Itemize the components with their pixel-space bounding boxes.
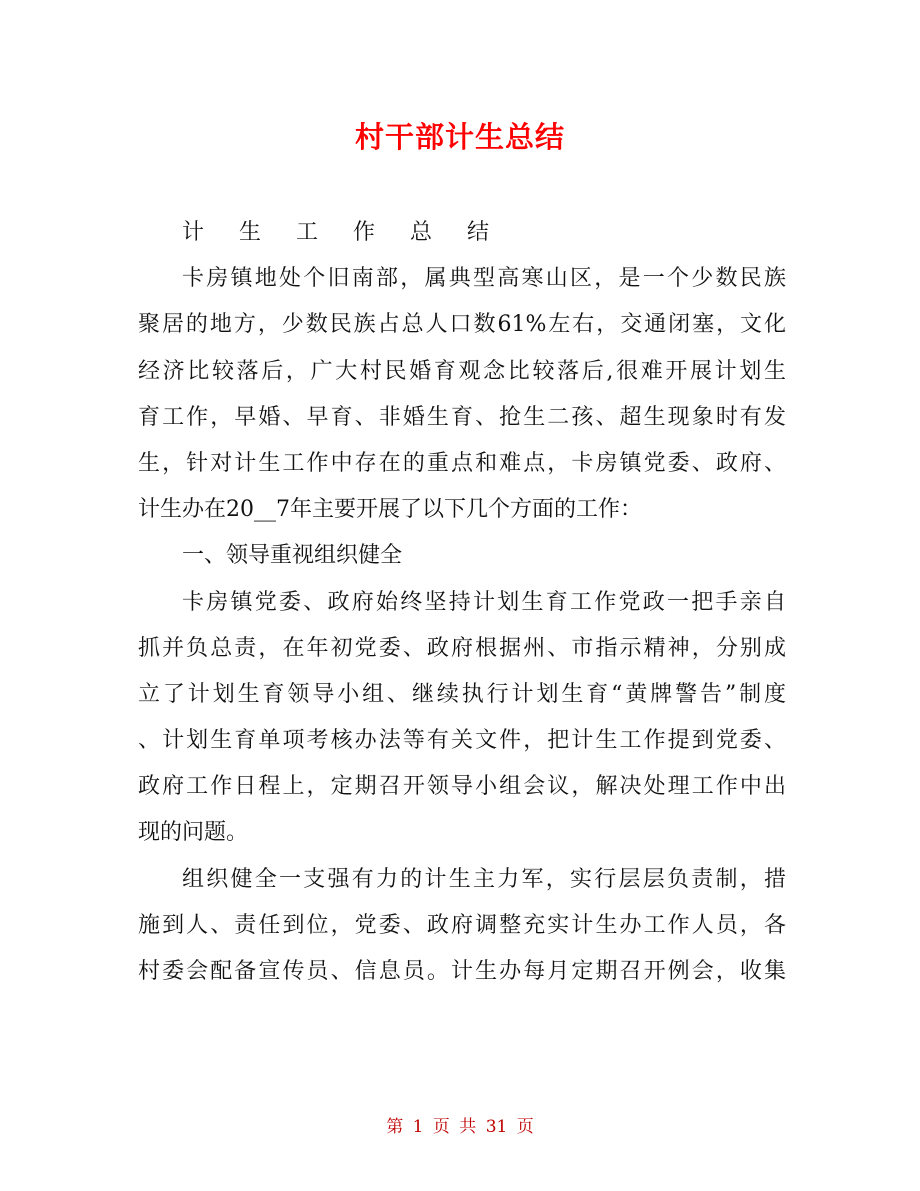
- page-number-footer: 第 1 页 共 31 页: [386, 1117, 534, 1137]
- paragraph-2: [138, 533, 786, 579]
- paragraph-line: 立了计划生育领导小组、继续执行计划生育“黄牌警告”制度: [138, 681, 786, 707]
- paragraph-line: 育工作，早婚、早育、非婚生育、抢生二孩、超生现象时有发: [138, 404, 786, 430]
- subheading-line: 一、领导重视组织健全: [182, 543, 403, 569]
- paragraph-line: 政府工作日程上，定期召开领导小组会议，解决处理工作中出: [138, 774, 786, 800]
- paragraph-line: 生，针对计生工作中存在的重点和难点，卡房镇党委、政府、: [138, 450, 786, 476]
- paragraph-line: 组织健全一支强有力的计生主力军，实行层层负责制，措: [182, 866, 786, 892]
- paragraph-1: [138, 256, 786, 533]
- paragraph-line: 卡房镇党委、政府始终坚持计划生育工作党政一把手亲自: [182, 589, 786, 615]
- paragraph-line: 聚居的地方，少数民族占总人口数61%左右，交通闭塞，文化: [138, 312, 786, 338]
- paragraph-line: 、计划生育单项考核办法等有关文件，把计生工作提到党委、: [138, 728, 786, 754]
- page-title: 村干部计生总结: [354, 120, 565, 154]
- paragraph-line: 计生办在20__7年主要开展了以下几个方面的工作：: [138, 497, 642, 523]
- section-heading: 计 生 工 作 总 结: [182, 220, 503, 245]
- paragraph-line: 经济比较落后，广大村民婚育观念比较落后,很难开展计划生: [138, 358, 786, 384]
- paragraph-4: [138, 857, 786, 996]
- paragraph-3: [138, 580, 786, 857]
- paragraph-line: 抓并负总责，在年初党委、政府根据州、市指示精神，分别成: [138, 635, 786, 661]
- document-body: [138, 210, 786, 995]
- paragraph-line: 卡房镇地处个旧南部，属典型高寒山区，是一个少数民族: [182, 266, 786, 292]
- paragraph-line: 施到人、责任到位，党委、政府调整充实计生办工作人员，各: [138, 912, 786, 938]
- paragraph-line: 现的问题。: [138, 820, 249, 846]
- paragraph-line: 村委会配备宣传员、信息员。计生办每月定期召开例会，收集: [138, 959, 786, 984]
